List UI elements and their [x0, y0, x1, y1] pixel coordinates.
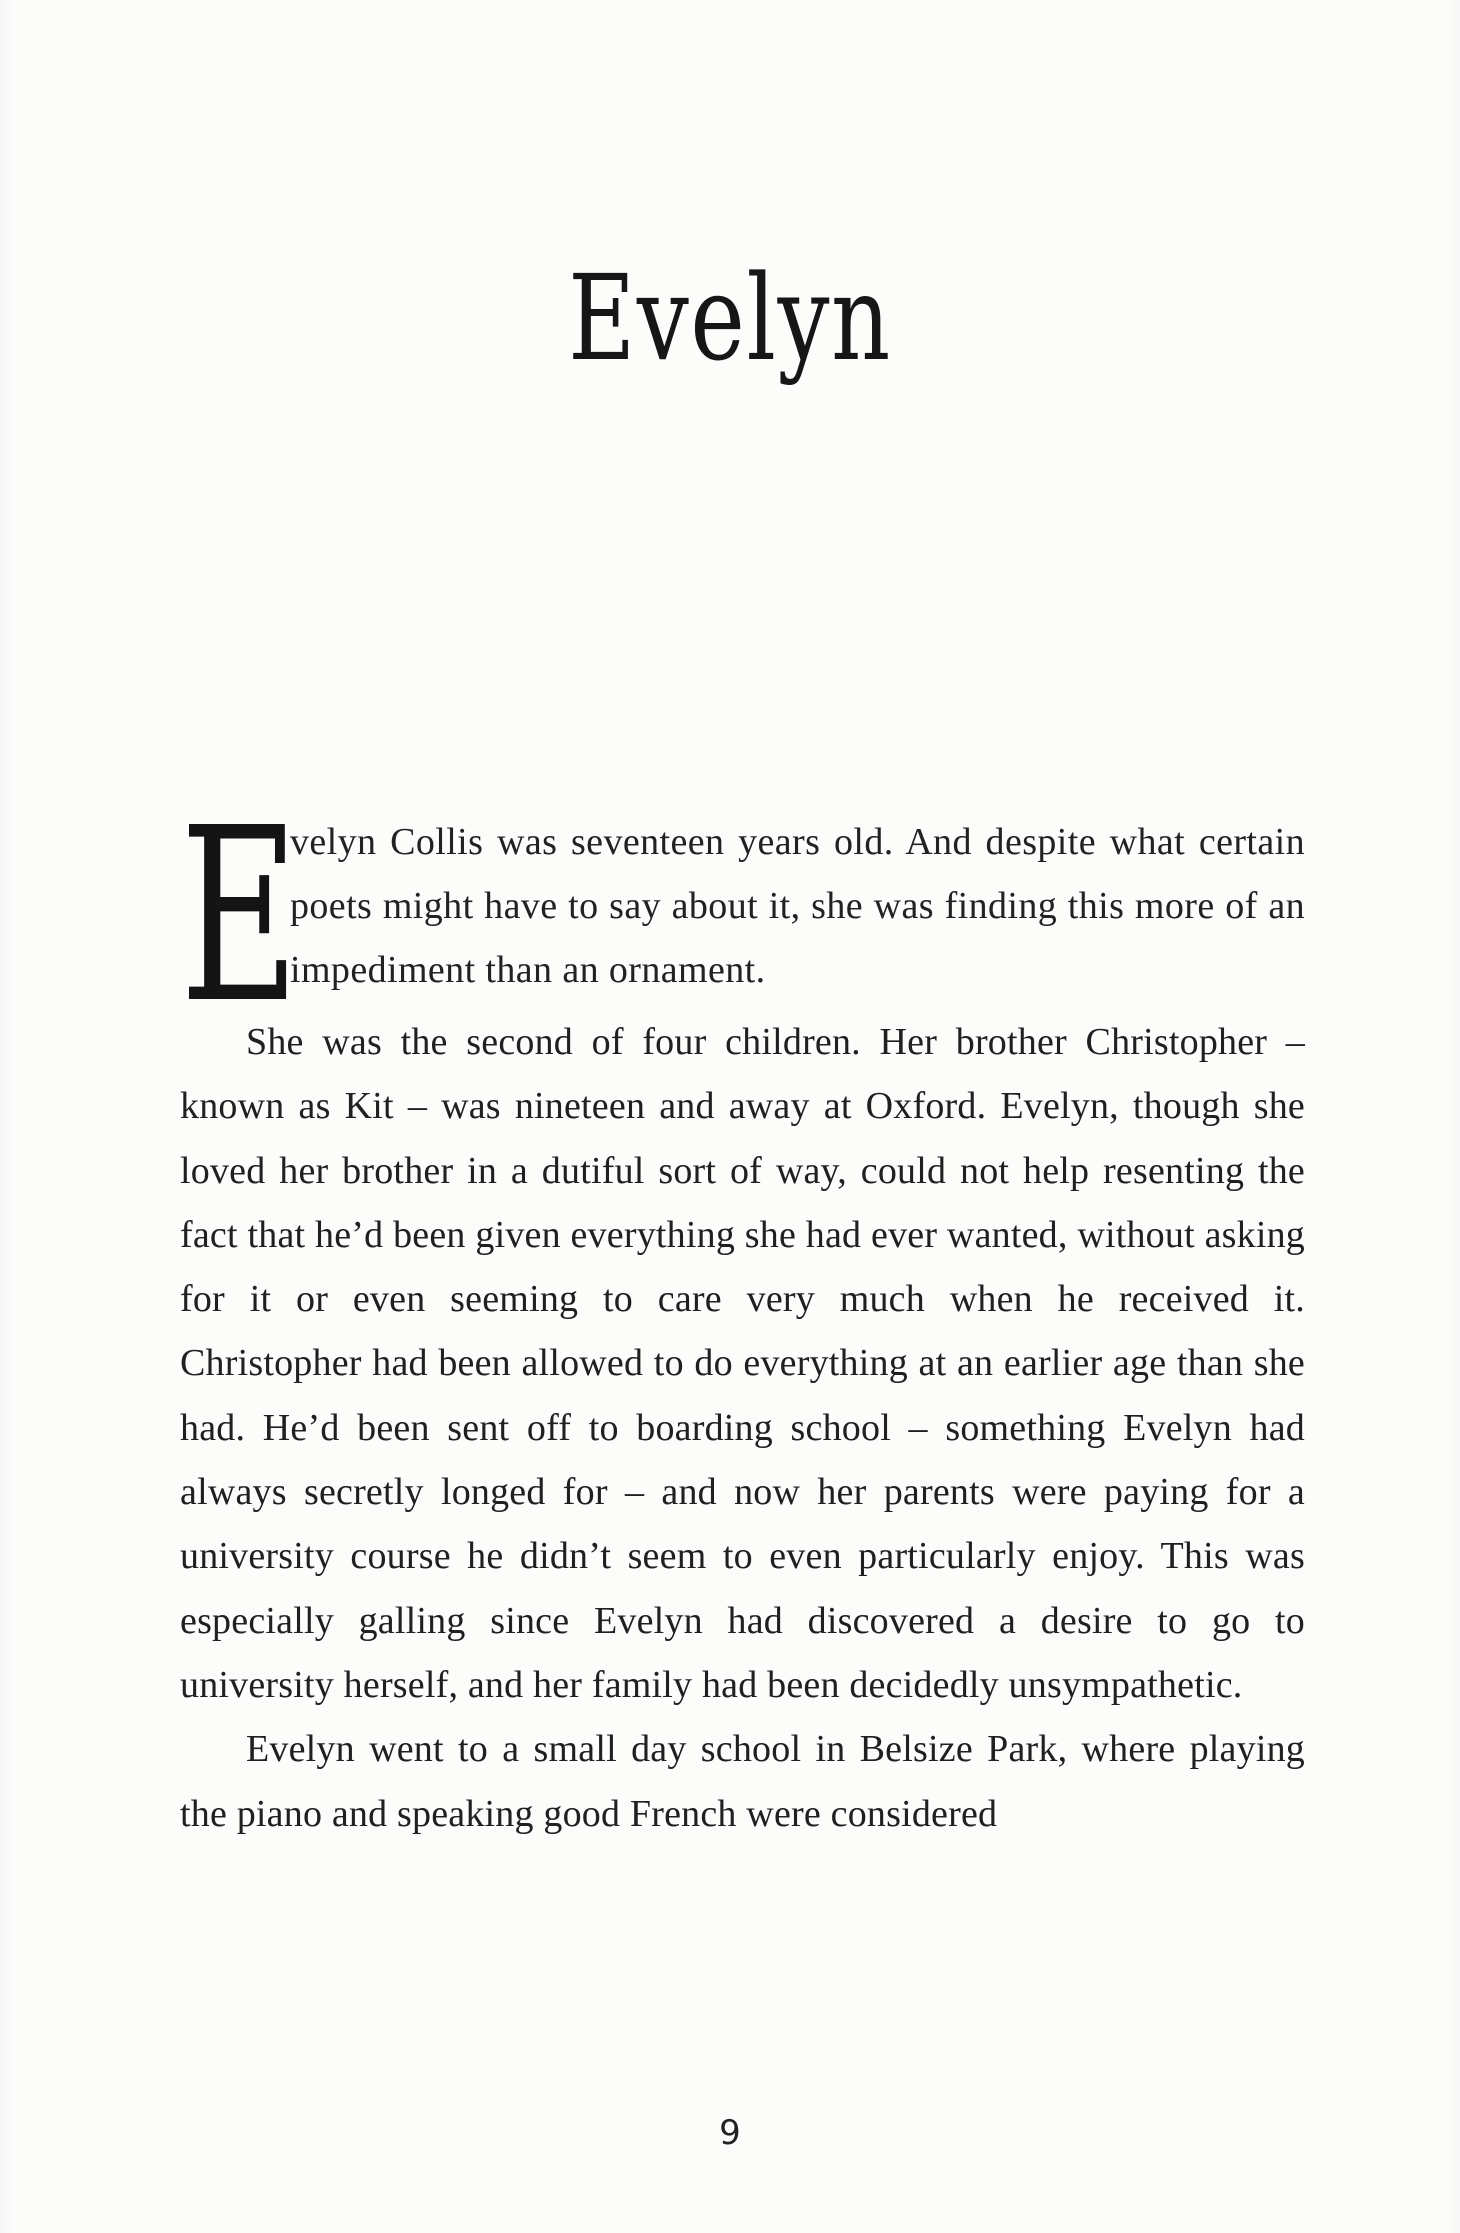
chapter-title: Evelyn	[568, 249, 892, 388]
opening-paragraph	[180, 776, 1305, 1056]
page-number: 9	[719, 2113, 741, 2153]
chapter-body	[180, 1010, 1305, 1846]
body-paragraph-2: Evelyn went to a small day school in Belsize Park, where playing the piano and speaking good French were considered	[180, 1728, 1305, 1835]
drop-cap: E	[180, 776, 300, 1056]
left-page-edge	[0, 0, 14, 2233]
body-paragraph-1: She was the second of four children. Her brother Christopher – known as Kit – was nineteen and away at Oxford. Evelyn, though she loved her brother in a dutiful sort of way, could not help resenting the fact that he’d been given everything she had ever wanted, without asking for it or even seeming to care very much when he received it. Christopher had been allowed to do everything at an earlier age than she had. He’d been sent off to boarding school – something Evelyn had always secretly longed for – and now her parents were paying for a university course he didn’t seem to even particularly enjoy. This was especially galling since Evelyn had discovered a desire to go to university herself, and her family had been decidedly unsympathetic.	[180, 1021, 1305, 1706]
opening-text: velyn Collis was seventeen years old. And despite what certain poets might have to say about it, she was finding this more of an impediment than an ornament.	[290, 821, 1305, 991]
right-page-edge	[1446, 0, 1460, 2233]
